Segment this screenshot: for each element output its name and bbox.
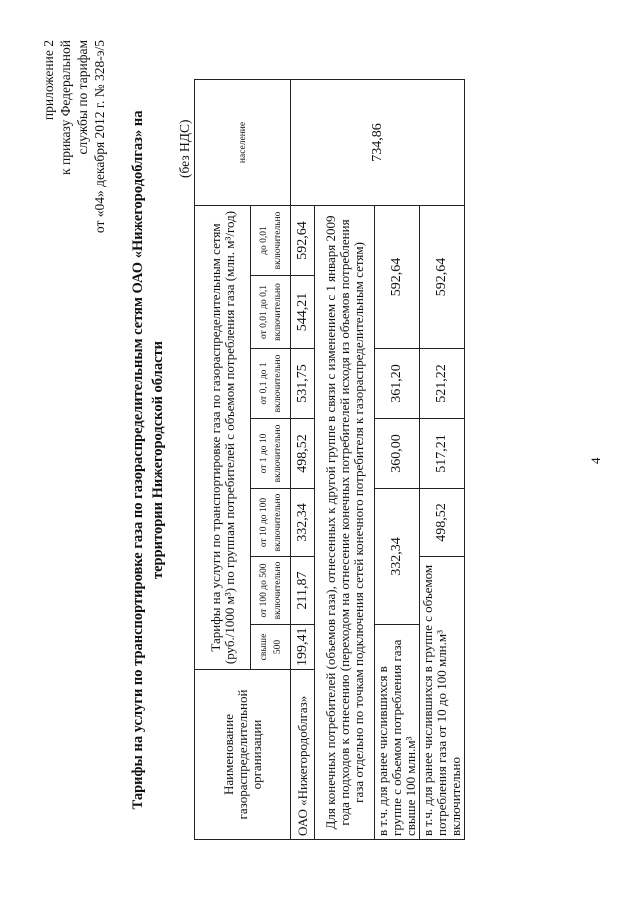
document-title bbox=[128, 80, 168, 840]
population-value: 734,86 bbox=[291, 79, 465, 205]
tariff-value: 211,87 bbox=[291, 557, 315, 625]
annex-line: к приказу Федеральной bbox=[58, 40, 73, 175]
tariff-value: 592,64 bbox=[291, 205, 315, 275]
page-number: 4 bbox=[588, 457, 603, 464]
header-group: от 1 до 10 включительно bbox=[251, 419, 291, 489]
annex-line: приложение 2 bbox=[41, 40, 56, 121]
tariff-value: 531,75 bbox=[291, 349, 315, 419]
annex-line: от «04» декабря 2012 г. № 328-э/5 bbox=[92, 40, 107, 234]
tariff-value: 517,21 bbox=[420, 419, 465, 489]
title-line: территории Нижегородской области bbox=[150, 341, 166, 579]
sub-row-label: в т.ч. для ранее числившихся в группе с объемом потребления газа свыше 100 млн.м³ bbox=[375, 625, 420, 840]
header-tariff: Тарифы на услуги по транспортировке газа по газораспределительным сетям (руб./1000 м³) по группам потребителей с объемом потребления газа (млн. м³/год) bbox=[195, 205, 251, 669]
header-group-population: население bbox=[195, 79, 291, 205]
rotated-document bbox=[20, 20, 620, 880]
header-group: от 10 до 100 включительно bbox=[251, 489, 291, 557]
vat-note: (без НДС) bbox=[177, 119, 192, 178]
tariff-value: 360,00 bbox=[375, 419, 420, 489]
header-group: от 100 до 500 включительно bbox=[251, 557, 291, 625]
tariff-value: 199,41 bbox=[291, 625, 315, 670]
tariff-value: 361,20 bbox=[375, 349, 420, 419]
tariff-value: 332,34 bbox=[291, 489, 315, 557]
header-group: до 0,01 включительно bbox=[251, 205, 291, 275]
tariff-value: 498,52 bbox=[420, 489, 465, 557]
header-group: от 0,01 до 0,1 включительно bbox=[251, 276, 291, 349]
tariff-value: 498,52 bbox=[291, 419, 315, 489]
header-group: свыше 500 bbox=[251, 625, 291, 670]
annex-line: службы по тарифам bbox=[75, 40, 90, 155]
header-group: от 0,1 до 1 включительно bbox=[251, 349, 291, 419]
note-row: Для конечных потребителей (объемов газа), отнесенных к другой группе в связи с изменением с 1 января 2009 года подходов к отнесению (переходом на отнесение конечных потребителей исходя из объемов потребления газа отдельно по точкам подключения сетей конечного потребителя к газораспределительным сетям) bbox=[315, 205, 375, 839]
annex-header bbox=[40, 40, 108, 340]
tariff-value: 521,22 bbox=[420, 349, 465, 419]
table-row bbox=[291, 79, 315, 839]
sub-row-label: в т.ч. для ранее числившихся в группе с объемом потребления газа от 10 до 100 млн.м³ включительно bbox=[420, 557, 465, 840]
tariff-table bbox=[194, 79, 465, 840]
tariff-value: 592,64 bbox=[420, 205, 465, 348]
tariff-value: 592,64 bbox=[375, 205, 420, 348]
header-org: Наименование газораспределительной организации bbox=[195, 670, 291, 840]
tariff-value: 332,34 bbox=[375, 489, 420, 625]
tariff-value: 544,21 bbox=[291, 276, 315, 349]
title-line: Тарифы на услуги по транспортировке газа по газораспределительным сетям ОАО «Нижегородоблгаз» на bbox=[130, 110, 146, 810]
org-name: ОАО «Нижегородоблгаз» bbox=[291, 670, 315, 840]
